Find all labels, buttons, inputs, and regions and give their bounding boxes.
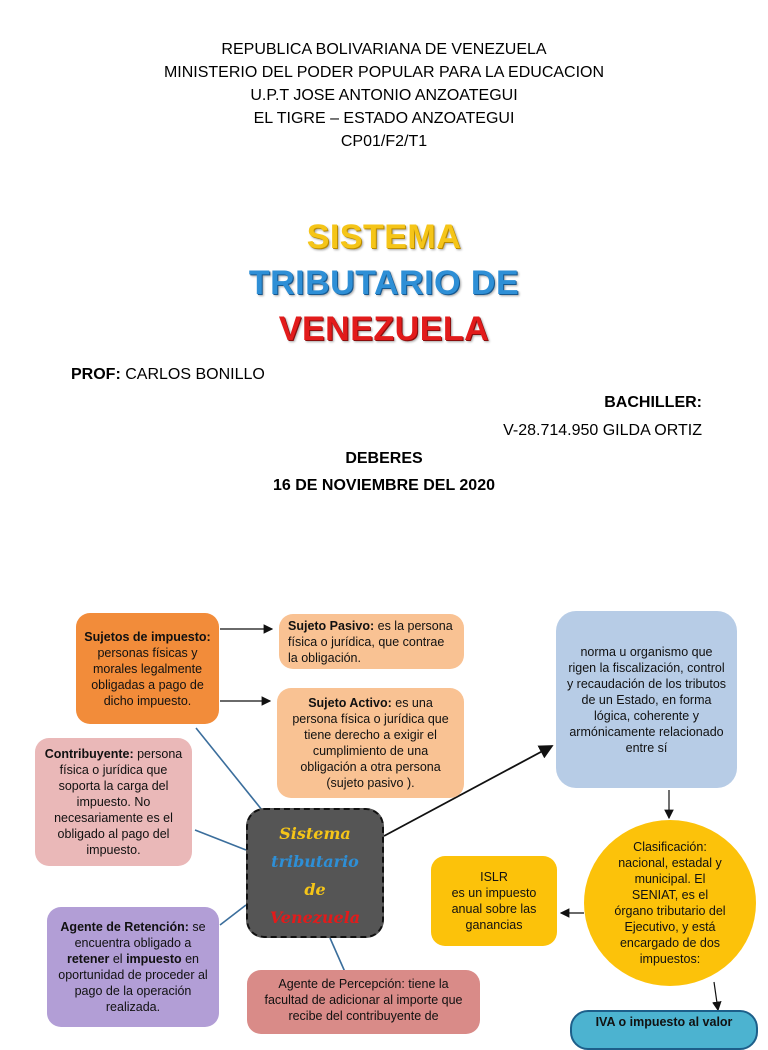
title-line-venezuela: VENEZUELA (278, 310, 490, 348)
sujetos-text: personas físicas y morales legalmente obligadas a pago de dicho impuesto. (91, 645, 204, 708)
activo-text: es una persona física o jurídica que tiene derecho a exigir el cumplimiento de una obligación a otra persona (sujeto pasivo ). (292, 696, 449, 790)
clasificacion-text: Clasificación: nacional, estadal y municipal. El SENIAT, es el órgano tributario del Ejecutivo, y está encargado de dos impuestos: (614, 840, 726, 966)
islr-text: es un impuesto anual sobre las ganancias (451, 886, 537, 932)
node-sujetos-de-impuesto (76, 613, 219, 724)
title-line-sistema: SISTEMA (306, 218, 462, 256)
islr-title: ISLR (480, 870, 508, 884)
bachiller-label: BACHILLER: (604, 394, 702, 411)
center-node-sistema-tributario (246, 808, 384, 938)
assignment-label: DEBERES (345, 450, 423, 467)
prof-name: CARLOS BONILLO (125, 366, 265, 383)
retencion-text1: se encuentra obligado a (74, 920, 206, 950)
node-sujeto-pasivo (279, 614, 464, 669)
iva-text: IVA o impuesto al valor (595, 1015, 733, 1029)
retencion-text3: en oportunidad de proceder al pago de la operación realizada. (58, 952, 208, 1014)
node-contribuyente (35, 738, 192, 866)
prof-label: PROF: (71, 366, 121, 383)
definicion-text: norma u organismo que rigen la fiscalización, control y recaudación de los tributos de un Estado, en forma lógica, coherente y armónicamente relacionado entre sí (566, 644, 727, 755)
retencion-text2: el (109, 952, 127, 966)
pasivo-title: Sujeto Pasivo: (288, 618, 375, 633)
center-line-4: Venezuela (269, 908, 361, 927)
connector-clasificacion-iva (714, 982, 718, 1010)
pasivo-text: es la persona física o jurídica, que contrae la obligación. (288, 618, 453, 665)
header-line-code: CP01/F2/T1 (340, 133, 428, 150)
retencion-bold1: retener (66, 952, 110, 966)
center-line-3: de (304, 880, 326, 899)
header-line-ministry: MINISTERIO DEL PODER POPULAR PARA LA EDUCACION (163, 64, 605, 81)
connector-center-retencion (220, 905, 246, 925)
retencion-title: Agente de Retención: (60, 920, 189, 934)
node-sujeto-activo (277, 688, 464, 798)
node-islr (431, 856, 557, 946)
header-line-republic: REPUBLICA BOLIVARIANA DE VENEZUELA (221, 41, 547, 58)
date-line: 16 DE NOVIEMBRE DEL 2020 (272, 477, 495, 494)
sujetos-title: Sujetos de impuesto: (84, 629, 211, 644)
activo-title: Sujeto Activo: (308, 696, 392, 710)
node-definicion (556, 611, 737, 788)
retencion-bold2: impuesto (126, 952, 182, 966)
node-clasificacion (584, 820, 756, 986)
percepcion-text: Agente de Percepción: tiene la facultad de adicionar al importe que recibe del contribuyente de (264, 977, 463, 1023)
connector-center-contribuyente (195, 830, 246, 850)
center-line-1: Sistema (279, 824, 351, 843)
node-agente-percepcion (247, 970, 480, 1034)
header-line-university: U.P.T JOSE ANTONIO ANZOATEGUI (250, 87, 518, 104)
contribuyente-title: Contribuyente: (44, 747, 134, 761)
connector-center-sujetos (196, 728, 262, 810)
title-line-tributario: TRIBUTARIO DE (248, 264, 520, 302)
contribuyente-text: persona física o jurídica que soporta la carga del impuesto. No necesariamente es el obligado al pago del impuesto. (54, 747, 183, 857)
node-agente-retencion (47, 907, 219, 1027)
node-iva (570, 1010, 758, 1050)
center-line-2: tributario (271, 852, 359, 871)
header-line-location: EL TIGRE – ESTADO ANZOATEGUI (253, 110, 515, 127)
bachiller-value: V-28.714.950 GILDA ORTIZ (503, 422, 702, 439)
connector-center-percepcion (330, 938, 345, 972)
